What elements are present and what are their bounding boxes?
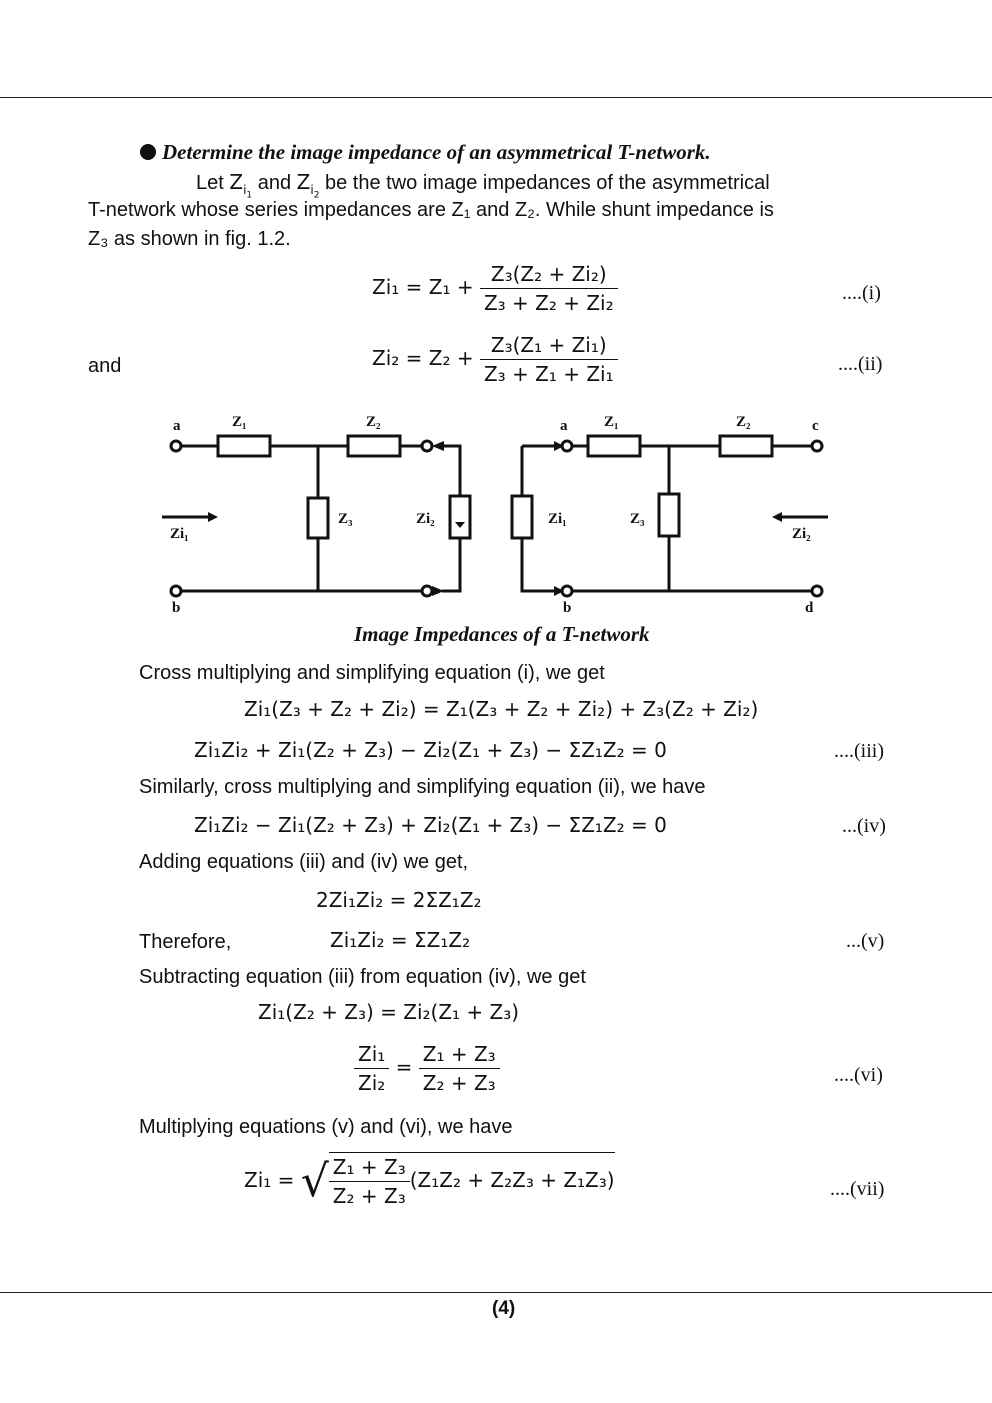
equation-iii: Zi₁Zi₂ + Zi₁(Z₂ + Z₃) − Zi₂(Z₁ + Z₃) − ΣZ₁Z₂ = 0 — [194, 738, 667, 762]
right-zi2-label: Zi₂ — [792, 526, 811, 542]
t-network-figure — [150, 408, 850, 618]
right-zi1-label: Zi₁ — [548, 511, 567, 527]
sub-equation: Zi₁(Z₂ + Z₃) = Zi₂(Z₁ + Z₃) — [258, 1000, 520, 1024]
equation-iii-label: ....(iii) — [834, 740, 884, 762]
equation-vi-label: ....(vi) — [834, 1064, 883, 1086]
right-z3-label: Z₃ — [630, 511, 645, 527]
equation-i-label: ....(i) — [842, 282, 881, 304]
adding-intro: Adding equations (iii) and (iv) we get, — [139, 851, 469, 873]
similar-intro: Similarly, cross multiplying and simplifying equation (ii), we have — [139, 776, 706, 798]
left-zi2-label: Zi₂ — [416, 511, 435, 527]
arrow-left-icon — [772, 512, 782, 522]
bullet-icon — [140, 144, 156, 160]
mult-intro: Multiplying equations (v) and (vi), we have — [139, 1116, 513, 1138]
arrow-left-icon — [432, 441, 444, 451]
right-terminal-b: b — [563, 600, 572, 616]
equation-vi: $\frac{\text{Zi₁}}{\text{Zi₂}}$ = $\frac{\text{Z₁ + Z₃}}{\text{Z₂ + Z₃}}$ — [354, 1042, 500, 1095]
left-z3-label: Z₃ — [338, 511, 353, 527]
intro-line-2: T-network whose series impedances are Z₁ and Z₂. While shunt impedance is — [88, 199, 774, 221]
cross-intro: Cross multiplying and simplifying equation (i), we get — [139, 662, 605, 684]
intro-line-3: Z₃ as shown in fig. 1.2. — [88, 228, 291, 250]
figure-caption: Image Impedances of a T-network — [354, 622, 650, 646]
equation-i: Zi₁ = Z₁ + $\frac{\text{Z₃(Z₂ + Zi₂)}}{\text{Z₃ + Z₂ + Zi₂}}$ — [372, 262, 618, 315]
equation-v: Zi₁Zi₂ = ΣZ₁Z₂ — [330, 928, 471, 952]
equation-vii-label: ....(vii) — [830, 1178, 885, 1200]
top-rule — [0, 97, 992, 98]
intro-line-1: Let $Z_{i_1}$ and $Z_{i_2}$ be the two image impedances of the asymmetrical — [196, 170, 770, 201]
cross-equation: Zi₁(Z₃ + Z₂ + Zi₂) = Z₁(Z₃ + Z₂ + Zi₂) + Z₃(Z₂ + Zi₂) — [244, 697, 759, 721]
equation-vii: Zi₁ = √ $\frac{\text{Z₁ + Z₃}}{\text{Z₂ + Z₃}}$ (Z₁Z₂ + Z₂Z₃ + Z₁Z₃) — [244, 1152, 615, 1208]
equation-ii-label: ....(ii) — [838, 353, 883, 375]
equation-v-label: ...(v) — [846, 930, 885, 952]
left-terminal-b: b — [172, 600, 181, 616]
page-number: (4) — [492, 1298, 516, 1319]
sqrt-icon: √ — [300, 1156, 329, 1207]
equation-ii: Zi₂ = Z₂ + $\frac{\text{Z₃(Z₁ + Zi₁)}}{\text{Z₃ + Z₁ + Zi₁}}$ — [372, 333, 618, 386]
equation-iv: Zi₁Zi₂ − Zi₁(Z₂ + Z₃) + Zi₂(Z₁ + Z₃) − ΣZ₁Z₂ = 0 — [194, 813, 667, 837]
right-terminal-d: d — [805, 600, 814, 616]
section-heading: Determine the image impedance of an asymmetrical T-network. — [140, 140, 711, 165]
left-z1-label: Z₁ — [232, 414, 247, 430]
right-z1-label: Z₁ — [604, 414, 619, 430]
and-label: and — [88, 355, 122, 377]
left-z2-label: Z₂ — [366, 414, 381, 430]
arrow-right-icon — [208, 512, 218, 522]
therefore-label: Therefore, — [139, 931, 232, 953]
left-zi1-label: Zi₁ — [170, 526, 189, 542]
sum-equation: 2Zi₁Zi₂ = 2ΣZ₁Z₂ — [316, 888, 482, 912]
right-z2-label: Z₂ — [736, 414, 751, 430]
equation-iv-label: ...(iv) — [842, 815, 886, 837]
right-terminal-a: a — [560, 418, 568, 434]
arrow-left-icon — [432, 586, 444, 596]
bottom-rule — [0, 1292, 992, 1293]
sub-intro: Subtracting equation (iii) from equation (iv), we get — [139, 966, 586, 988]
left-terminal-a: a — [173, 418, 181, 434]
right-terminal-c: c — [812, 418, 819, 434]
